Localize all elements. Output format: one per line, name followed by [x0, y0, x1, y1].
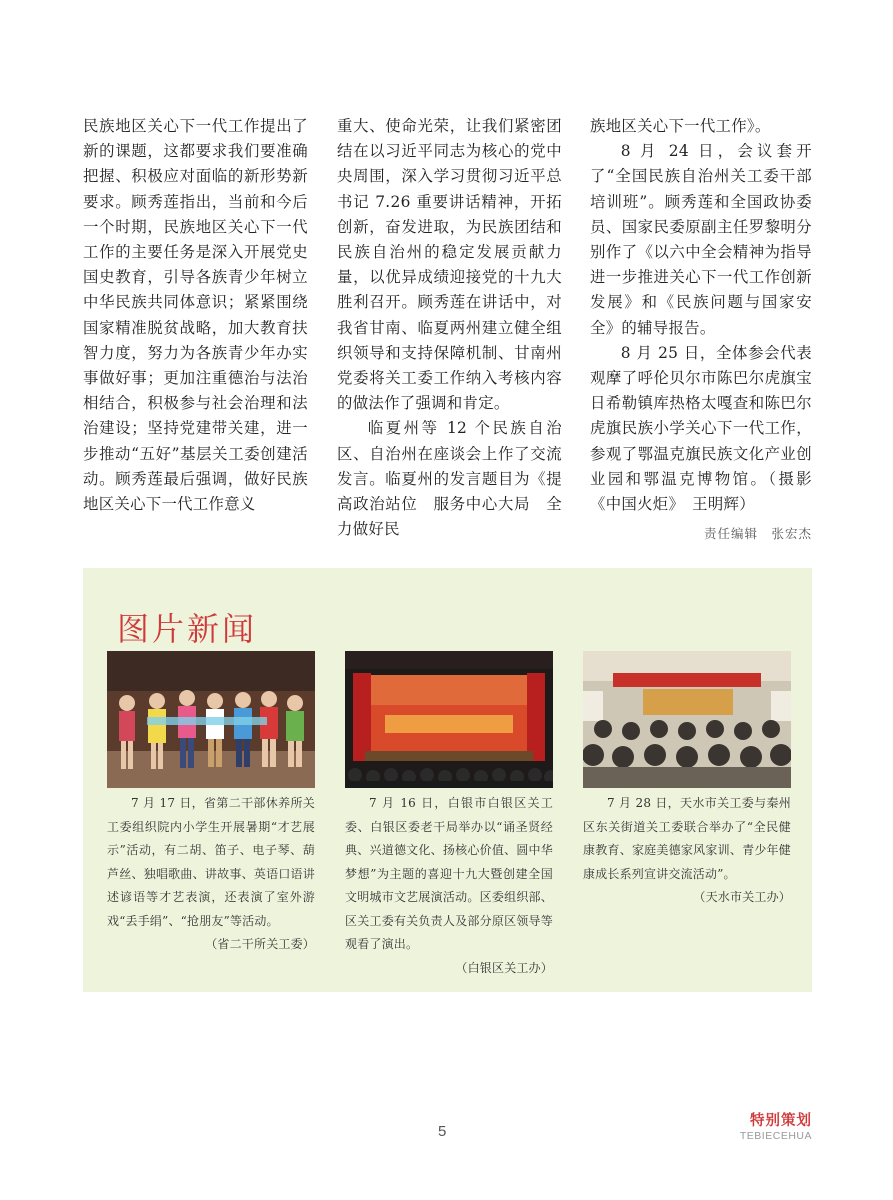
- photo-stage-performance: [345, 651, 553, 788]
- section-name-cn: 特别策划: [750, 1113, 812, 1129]
- caption-text: 7 月 17 日，省第二干部休养所关工委组织院内小学生开展暑期“才艺展示”活动，有二胡、笛子、电子琴、葫芦丝、独唱歌曲、讲故事、英语口语讲述谚语等才艺表演，还表演了室外游戏“丢手绢”、“抢朋友”等活动。: [107, 796, 315, 928]
- article-paragraph: 临夏州等 12 个民族自治区、自治州在座谈会上作了交流发言。临夏州的发言题目为《提高政治站位 服务中心大局 全力做好民: [337, 419, 562, 539]
- photo-caption-1: [107, 792, 315, 957]
- article-paragraph: 8 月 25 日，全体参会代表观摩了呼伦贝尔市陈巴尔虎旗宝日希勒镇库热格太嘎查和陈巴尔虎旗民族小学关心下一代工作，参观了鄂温克旗民族文化产业创业园和鄂温克博物馆。（摄影《中国火炬》 王明辉）: [590, 343, 812, 514]
- article-paragraph: 族地区关心下一代工作》。: [590, 117, 771, 135]
- editor-credit: 责任编辑 张宏杰: [703, 526, 812, 542]
- photo-news-box: [83, 568, 812, 992]
- photo-caption-3: [583, 792, 791, 910]
- caption-text: 7 月 28 日，天水市关工委与秦州区东关街道关工委联合举办了“全民健康教育、家庭美德家风家训、青少年健康成长系列宣讲交流活动”。: [583, 796, 791, 881]
- caption-source: （天水市关工办）: [693, 890, 791, 904]
- article-column-1: [83, 114, 308, 517]
- page-number: 5: [438, 1123, 447, 1140]
- article-paragraph: 民族地区关心下一代工作提出了新的课题，这都要求我们要准确把握、积极应对面临的新形势新要求。顾秀莲指出，当前和今后一个时期，民族地区关心下一代工作的主要任务是深入开展党史国史教育，引导各族青少年树立中华民族共同体意识；紧紧围绕国家精准脱贫战略，加大教育扶智力度，努力为各族青少年办实事做好事；更加注重德治与法治相结合，积极参与社会治理和法治建设；坚持党建带关建，进一步推动“五好”基层关工委创建活动。顾秀莲最后强调，做好民族地区关心下一代工作意义: [83, 117, 308, 514]
- section-name-en: TEBIECEHUA: [739, 1130, 812, 1142]
- photo-caption-2: [345, 792, 553, 980]
- photo-news-title: 图片新闻: [117, 610, 258, 648]
- caption-source: （省二干所关工委）: [205, 937, 315, 951]
- article-column-2: [337, 114, 562, 542]
- photo-children-performance: [107, 651, 315, 788]
- article-column-3: [590, 114, 828, 546]
- article-paragraph: 8 月 24 日，会议套开了“全国民族自治州关工委干部培训班”。顾秀莲和全国政协委员、国家民委原副主任罗黎明分别作了《以六中全会精神为指导 进一步推进关心下一代工作创新发展》和《民族问题与国家安全》的辅导报告。: [590, 142, 828, 337]
- caption-source: （白银区关工办）: [455, 960, 553, 975]
- caption-text: 7 月 16 日，白银市白银区关工委、白银区委老干局举办以“诵圣贤经典、兴道德文化、扬核心价值、圆中华梦想”为主题的喜迎十九大暨创建全国文明城市文艺展演活动。区委组织部、区关工委有关负责人及部分原区领导等观看了演出。: [345, 796, 553, 951]
- photo-lecture-hall: [583, 651, 791, 788]
- article-paragraph: 重大、使命光荣，让我们紧密团结在以习近平同志为核心的党中央周围，深入学习贯彻习近平总书记 7.26 重要讲话精神，开拓创新，奋发进取，为民族团结和民族自治州的稳定发展贡献力量，以优异成绩迎接党的十九大胜利召开。顾秀莲在讲话中，对我省甘南、临夏两州建立健全组织领导和支持保障机制、甘南州党委将关工委工作纳入考核内容的做法作了强调和肯定。: [337, 117, 562, 413]
- section-brand: [740, 1109, 812, 1142]
